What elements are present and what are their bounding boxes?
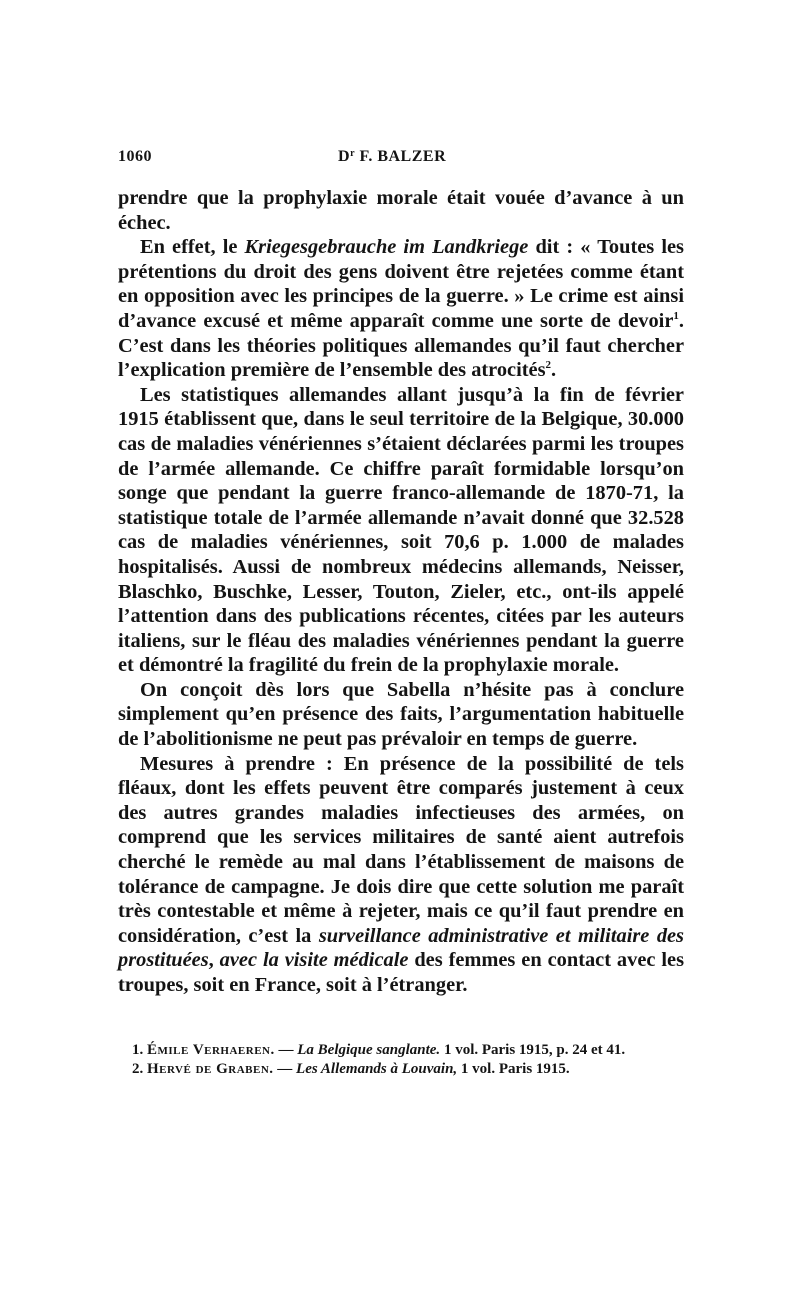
paragraph-2-start: En effet, le — [140, 236, 245, 259]
paragraph-3-text: Les statistiques allemandes allant jusqu’à la fin de février 1915 établissent que, dans le seul territoire de la Belgique, 30.000 cas de maladies vénériennes s’étaient déclarées parmi les troupes de l’armée allemande. Ce chiffre paraît formidable lorsqu’on songe que pendant la guerre franco-allemande de 1870-71, la statistique totale de l’armée allemande n’avait donné que 32.528 cas de maladies vénériennes, soit 70,6 p. 1.000 de malades hospitalisés. Aussi de nombreux médecins allemands, Neisser, Blaschko, Buschke, Lesser, Touton, Zieler, etc., ont-ils appelé l’attention dans des publications récentes, citées par les auteurs italiens, sur le fléau des maladies vénériennes pendant la guerre et démontré la fragilité du frein de la prophylaxie morale. — [118, 383, 684, 677]
footnote-1-number: 1. — [132, 1041, 144, 1058]
paragraph-4 — [118, 678, 684, 752]
footnote-2-details: 1 vol. Paris 1915. — [457, 1060, 570, 1077]
emphasis-surveillance: surveillance administrative et militaire des prostituées — [118, 924, 684, 972]
paragraph-5-mid: , — [208, 949, 220, 972]
paragraph-3 — [118, 383, 684, 678]
paragraph-5-end: des femmes en contact avec les troupes, soit en France, soit à l’étranger. — [118, 949, 685, 996]
running-head — [118, 148, 684, 174]
paragraph-1-text: prendre que la prophylaxie morale était vouée d’avance à un échec. — [118, 187, 684, 234]
paragraph-5-start: Mesures à prendre : En présence de la possibilité de tels fléaux, dont les effets peuvent être comparés justement à ceux des autres grandes maladies infectieuses des armées, on comprend que les services militaires de santé aient autrefois cherché le remède au mal dans l’établissement de maisons de tolérance de campagne. Je dois dire que cette solution me paraît très contestable et même à rejeter, mais ce qu’il faut prendre en considération, c’est la — [118, 752, 684, 947]
work-title-kriegesgebrauche: Kriegesgebrauche im Landkriege — [244, 236, 529, 259]
footnote-ref-1: 1 — [673, 309, 679, 322]
author-prefix: D — [338, 148, 351, 165]
footnote-2-number: 2. — [132, 1060, 144, 1077]
footnote-1-dash: — — [274, 1041, 298, 1058]
paragraph-2-rest: . C’est dans les théories politiques allemandes qu’il faut chercher l’explication première de l’ensemble des atrocités — [118, 309, 684, 382]
body-text — [118, 186, 684, 998]
author-prefix-superscript: r — [350, 148, 356, 159]
page-number: 1060 — [118, 148, 152, 165]
author-name: F. BALZER — [359, 148, 447, 165]
footnote-1 — [118, 1041, 684, 1060]
paragraph-1 — [118, 186, 684, 235]
footnote-1-title: La Belgique sanglante. — [297, 1041, 441, 1058]
paragraph-4-text: On conçoit dès lors que Sabella n’hésite pas à conclure simplement qu’en présence des faits, l’argumentation habituelle de l’abolitionisme ne peut pas prévaloir en temps de guerre. — [118, 678, 684, 751]
paragraph-5 — [118, 752, 684, 998]
author-header — [338, 148, 446, 166]
footnote-2-author: Hervé de Graben. — [147, 1060, 274, 1077]
paragraph-2-end: . — [551, 359, 557, 382]
footnote-2 — [118, 1060, 684, 1079]
footnote-ref-2: 2 — [545, 359, 552, 372]
emphasis-visite-medicale: avec la visite médicale — [219, 949, 409, 972]
footnote-1-author: Émile Verhaeren. — [147, 1041, 275, 1058]
footnote-1-details: 1 vol. Paris 1915, p. 24 et 41. — [440, 1041, 626, 1058]
footnotes — [118, 1041, 684, 1079]
footnote-2-dash: — — [273, 1060, 297, 1077]
footnote-2-title: Les Allemands à Louvain, — [296, 1060, 458, 1077]
paragraph-2-mid: dit : « Toutes les prétentions du droit des gens doivent être rejetées comme étant en opposition avec les principes de la guerre. » Le crime est ainsi d’avance excusé et même apparaît comme une sorte de devoir — [118, 236, 684, 332]
book-page — [118, 148, 684, 1079]
paragraph-2 — [118, 235, 684, 383]
